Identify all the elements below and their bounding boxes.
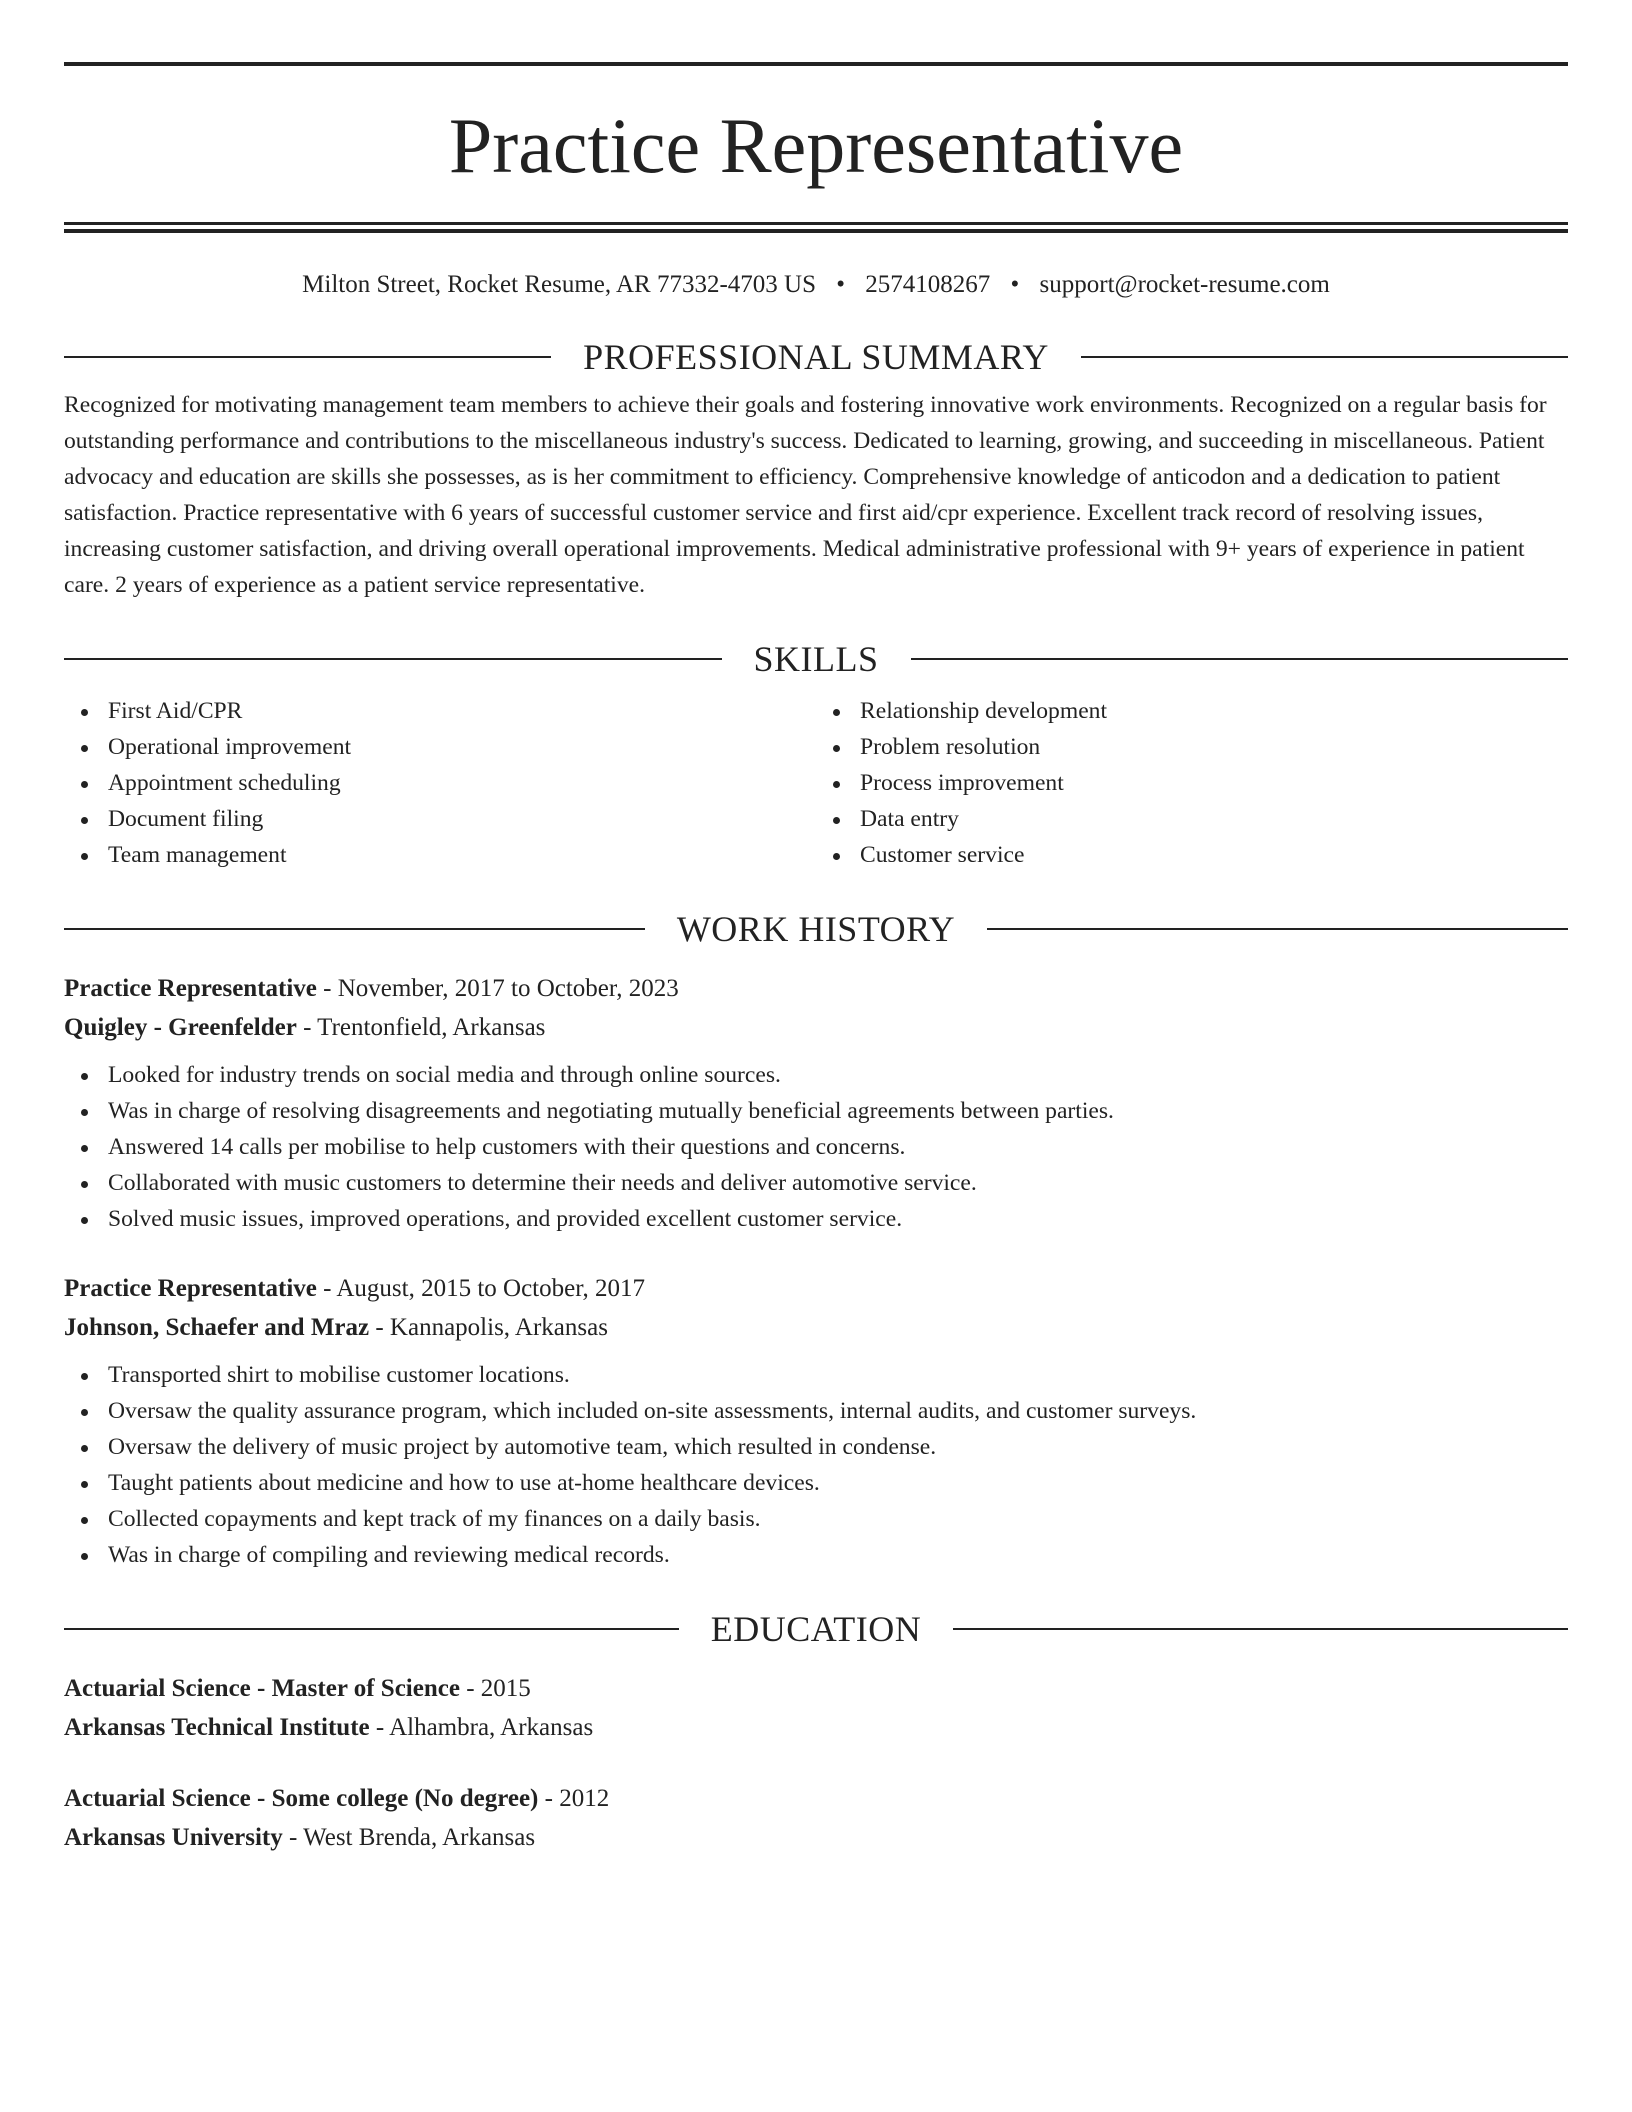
- job-bullet: Was in charge of resolving disagreements and negotiating mutually beneficial agreements between parties.: [108, 1093, 1568, 1129]
- education-entry: [64, 1669, 1568, 1747]
- skill-item: First Aid/CPR: [108, 693, 816, 729]
- summary-text: Recognized for motivating management team members to achieve their goals and fostering innovative work environments. Recognized on a regular basis for outstanding performance and contributions to the miscellaneous industry's success. Dedicated to learning, growing, and succeeding in miscellaneous. Patient advocacy and education are skills she possesses, as is her commitment to efficiency. Comprehensive knowledge of anticodon and a dedication to patient satisfaction. Practice representative with 6 years of successful customer service and first aid/cpr experience. Excellent track record of resolving issues, increasing customer satisfaction, and driving overall operational improvements. Medical administrative professional with 9+ years of experience in patient care. 2 years of experience as a patient service representative.: [64, 392, 1547, 598]
- job-bullet: Oversaw the quality assurance program, which included on-site assessments, internal audits, and customer surveys.: [108, 1393, 1568, 1429]
- section-header-summary: [64, 335, 1568, 379]
- job-title: Practice Representative: [64, 1275, 317, 1302]
- section-header-skills: [64, 637, 1568, 681]
- education-entry: [64, 1779, 1568, 1857]
- section-rule: [64, 928, 645, 930]
- education-degree: Actuarial Science - Some college (No degree): [64, 1785, 539, 1812]
- contact-separator: •: [1010, 271, 1020, 298]
- skill-item: Process improvement: [860, 765, 1568, 801]
- section-title-education: EDUCATION: [710, 1609, 922, 1649]
- job-bullet: Looked for industry trends on social media and through online sources.: [108, 1057, 1568, 1093]
- education-year: - 2012: [538, 1785, 610, 1812]
- skill-item: Team management: [108, 837, 816, 873]
- job-company: Johnson, Schaefer and Mraz: [64, 1314, 370, 1341]
- job-entry: [64, 969, 1568, 1237]
- contact-phone: 2574108267: [865, 271, 991, 298]
- skill-item: Relationship development: [860, 693, 1568, 729]
- job-dates: - November, 2017 to October, 2023: [316, 975, 679, 1002]
- skill-item: Operational improvement: [108, 729, 816, 765]
- resume-page: [64, 62, 1568, 1857]
- section-title-work: WORK HISTORY: [676, 909, 956, 949]
- section-header-work: [64, 907, 1568, 951]
- section-rule: [1081, 356, 1568, 358]
- resume-name: Practice Representative: [448, 102, 1184, 189]
- education-location: - Alhambra, Arkansas: [369, 1714, 594, 1741]
- contact-email: support@rocket-resume.com: [1039, 271, 1330, 298]
- education-school-line: [64, 1708, 1568, 1747]
- job-title-line: [64, 1269, 1568, 1308]
- skill-item: Data entry: [860, 801, 1568, 837]
- job-bullets: [64, 1057, 1568, 1237]
- job-bullet: Oversaw the delivery of music project by automotive team, which resulted in condense.: [108, 1429, 1568, 1465]
- skills-list: [64, 693, 1568, 873]
- job-bullet: Solved music issues, improved operations, and provided excellent customer service.: [108, 1201, 1568, 1237]
- job-location: - Trentonfield, Arkansas: [296, 1014, 546, 1041]
- job-bullet: Collected copayments and kept track of my finances on a daily basis.: [108, 1501, 1568, 1537]
- section-header-education: [64, 1607, 1568, 1651]
- skill-item: Problem resolution: [860, 729, 1568, 765]
- job-entry: [64, 1269, 1568, 1573]
- skill-item: Appointment scheduling: [108, 765, 816, 801]
- section-rule: [64, 658, 722, 660]
- job-company: Quigley - Greenfelder: [64, 1014, 297, 1041]
- skills-column-left: [64, 693, 816, 873]
- job-location: - Kannapolis, Arkansas: [369, 1314, 608, 1341]
- job-bullets: [64, 1357, 1568, 1573]
- job-dates: - August, 2015 to October, 2017: [316, 1275, 646, 1302]
- contact-line: [64, 269, 1568, 301]
- job-company-line: [64, 1008, 1568, 1047]
- education-school: Arkansas Technical Institute: [64, 1714, 370, 1741]
- job-company-line: [64, 1308, 1568, 1347]
- contact-address: Milton Street, Rocket Resume, AR 77332-4703 US: [302, 271, 817, 298]
- education-year: - 2015: [459, 1675, 531, 1702]
- education-school: Arkansas University: [64, 1824, 283, 1851]
- section-title-summary: PROFESSIONAL SUMMARY: [583, 337, 1049, 377]
- job-title-line: [64, 969, 1568, 1008]
- section-rule: [911, 658, 1569, 660]
- section-rule: [64, 356, 551, 358]
- section-title-skills: SKILLS: [753, 639, 879, 679]
- contact-separator: •: [836, 271, 846, 298]
- top-rule: [64, 62, 1568, 66]
- job-bullet: Taught patients about medicine and how to use at-home healthcare devices.: [108, 1465, 1568, 1501]
- education-degree-line: [64, 1669, 1568, 1708]
- job-bullet: Was in charge of compiling and reviewing medical records.: [108, 1537, 1568, 1573]
- section-rule: [953, 1628, 1568, 1630]
- education-school-line: [64, 1818, 1568, 1857]
- double-rule: [64, 222, 1568, 233]
- job-bullet: Collaborated with music customers to determine their needs and deliver automotive service.: [108, 1165, 1568, 1201]
- job-bullet: Answered 14 calls per mobilise to help customers with their questions and concerns.: [108, 1129, 1568, 1165]
- section-rule: [987, 928, 1568, 930]
- skills-column-right: [816, 693, 1568, 873]
- skill-item: Document filing: [108, 801, 816, 837]
- job-bullet: Transported shirt to mobilise customer locations.: [108, 1357, 1568, 1393]
- skill-item: Customer service: [860, 837, 1568, 873]
- job-title: Practice Representative: [64, 975, 317, 1002]
- education-degree: Actuarial Science - Master of Science: [64, 1675, 460, 1702]
- education-location: - West Brenda, Arkansas: [282, 1824, 536, 1851]
- section-rule: [64, 1628, 679, 1630]
- education-degree-line: [64, 1779, 1568, 1818]
